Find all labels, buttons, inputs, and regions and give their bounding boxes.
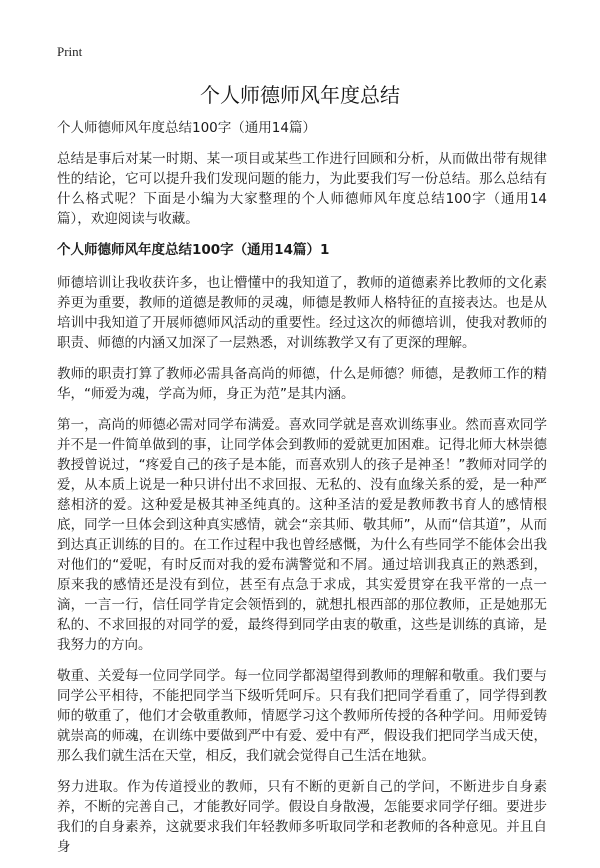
intro-paragraph: 总结是事后对某一时期、某一项目或某些工作进行回顾和分析，从而做出带有规律性的结论，它可以提升我们发现问题的能力，为此要我们写一份总结。那么总结有什么格式呢？下面是小编为大家整理的个人师德师风年度总结100字（通用14篇），欢迎阅读与收藏。 [57, 151, 547, 227]
section-heading: 个人师德师风年度总结100字（通用14篇）1 [57, 242, 330, 258]
print-link[interactable]: Print [57, 44, 83, 59]
body-paragraph: 第一，高尚的师德必需对同学布满爱。喜欢同学就是喜欢训练事业。然而喜欢同学并不是一件简单做到的事，让同学体会到教师的爱就更加困难。记得北师大林崇德教授曾说过，“疼爱自己的孩子是本能，而喜欢别人的孩子是神圣！”教师对同学的爱，从本质上说是一种只讲付出不求回报、无私的、没有血缘关系的爱，是一种严慈相济的爱。这种爱是极其神圣纯真的。这种圣洁的爱是教师教书育人的感情根底，同学一旦体会到这种真实感情，就会“亲其师、敬其师”，从而“信其道”，从而到达真正训练的目的。在工作过程中我也曾经感慨，为什么有些同学不能体会出我对他们的“爱呢，有时反而对我的爱布满警觉和不屑。通过培训我真正的熟悉到，原来我的感情还是没有到位，甚至有点急于求成，其实爱贯穿在我平常的一点一滴，一言一行，信任同学肯定会领悟到的，就想扎根西部的那位教师，正是她那无私的、不求回报的对同学的爱，最终得到同学由衷的敬重，这些是训练的真谛，是我努力的方向。 [57, 417, 547, 653]
body-paragraph: 敬重、关爱每一位同学同学。每一位同学都渴望得到教师的理解和敬重。我们要与同学公平相待，不能把同学当下级听凭呵斥。只有我们把同学看重了，同学得到教师的敬重了，他们才会敬重教师，情愿学习这个教师所传授的各种学问。用师爱铸就崇高的师魂，在训练中要做到严中有爱、爱中有严，假设我们把同学当成天使，那么我们就生活在天堂，相反，我们就会觉得自己生活在地狱。 [57, 668, 547, 764]
document-body [57, 118, 547, 868]
body-paragraph: 教师的职责打算了教师必需具备高尚的师德，什么是师德？师德，是教师工作的精华，“师爱为魂，学高为师，身正为范”是其内涵。 [57, 366, 547, 402]
body-paragraph: 努力进取。作为传道授业的教师，只有不断的更新自己的学问，不断进步自身素养，不断的完善自己，才能教好同学。假设自身散漫，怎能要求同学仔细。要进步我们的自身素养，这就要求我们年轻教师多听取同学和老教师的各种意见。并且自身 [57, 779, 547, 855]
page-title: 个人师德师风年度总结 [200, 83, 400, 107]
body-paragraph: 师德培训让我收获许多，也让懵懂中的我知道了，教师的道德素养比教师的文化素养更为重要，教师的道德是教师的灵魂，师德是教师人格特征的直接表达。也是从培训中我知道了开展师德师风活动的重要性。经过这次的师德培训，使我对教师的职责、师德的内涵又加深了一层熟悉，对训练教学又有了更深的理解。 [57, 275, 547, 351]
document-subtitle: 个人师德师风年度总结100字（通用14篇） [57, 120, 316, 136]
